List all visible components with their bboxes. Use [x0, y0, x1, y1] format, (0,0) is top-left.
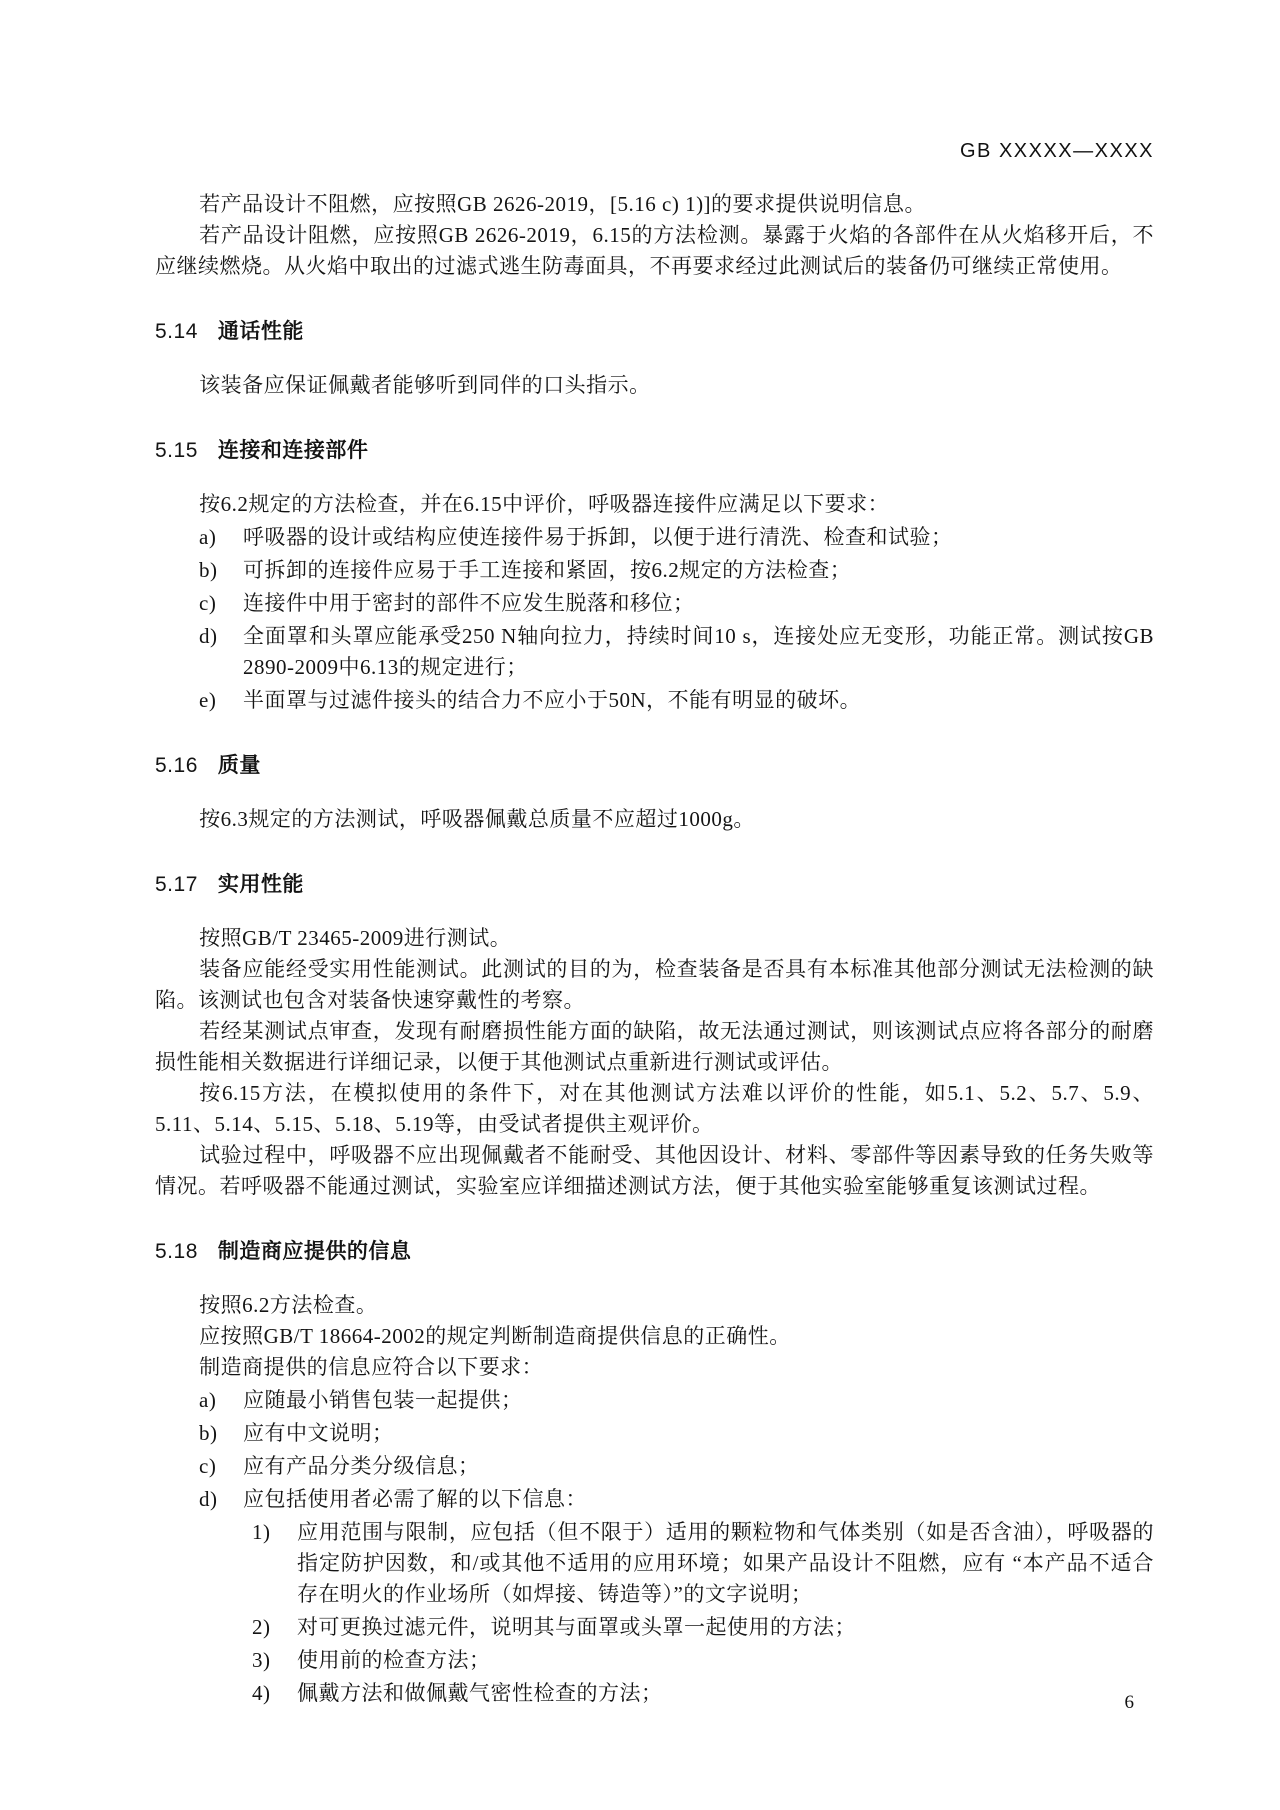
list-item-text: 全面罩和头罩应能承受250 N轴向拉力，持续时间10 s，连接处应无变形，功能正常。测试按GB 2890-2009中6.13的规定进行； [243, 624, 1154, 679]
list-item-label: d) [199, 1487, 218, 1511]
list-item [155, 1385, 1154, 1416]
sub-list-item [155, 1645, 1154, 1676]
list-item-label: b) [199, 1421, 218, 1445]
sub-list-item-label: 4) [252, 1681, 271, 1705]
sub-list-item-label: 3) [252, 1648, 271, 1672]
section-heading [155, 434, 1154, 464]
list-item [155, 1451, 1154, 1482]
paragraph: 制造商提供的信息应符合以下要求： [199, 1355, 544, 1379]
list-item-text: 半面罩与过滤件接头的结合力不应小于50N，不能有明显的破坏。 [243, 688, 862, 712]
list-item-text: 呼吸器的设计或结构应使连接件易于拆卸，以便于进行清洗、检查和试验； [243, 525, 953, 549]
sub-list-item-text: 使用前的检查方法； [297, 1648, 491, 1672]
list-item-text: 可拆卸的连接件应易于手工连接和紧固，按6.2规定的方法检查； [243, 558, 852, 582]
list-item-text: 应随最小销售包装一起提供； [243, 1388, 523, 1412]
list-item [155, 685, 1154, 716]
content [155, 189, 1154, 1709]
paragraph: 试验过程中，呼吸器不应出现佩戴者不能耐受、其他因设计、材料、零部件等因素导致的任务失败等情况。若呼吸器不能通过测试，实验室应详细描述测试方法，便于其他实验室能够重复该测试过程。 [155, 1143, 1154, 1198]
list-item-label: b) [199, 558, 218, 582]
sub-list-item-text: 佩戴方法和做佩戴气密性检查的方法； [297, 1681, 663, 1705]
page-header [155, 140, 1154, 163]
section-title: 连接和连接部件 [217, 439, 369, 462]
sub-list-item [155, 1517, 1154, 1610]
paragraph: 按照6.2方法检查。 [199, 1293, 378, 1317]
list-item-label: e) [199, 688, 217, 712]
page-number: 6 [1124, 1692, 1134, 1713]
list-item [155, 555, 1154, 586]
paragraph: 按6.2规定的方法检查，并在6.15中评价，呼吸器连接件应满足以下要求： [199, 492, 890, 516]
section-title: 质量 [217, 754, 261, 777]
sub-list-item-text: 应用范围与限制，应包括（但不限于）适用的颗粒物和气体类别（如是否含油），呼吸器的指定防护因数，和/或其他不适用的应用环境；如果产品设计不阻燃，应有 “本产品不适合存在明火的作业场所（如焊接、铸造等）”的文字说明； [297, 1520, 1154, 1606]
section-title: 制造商应提供的信息 [217, 1240, 412, 1263]
section-number: 5.15 [155, 439, 198, 462]
section-number: 5.17 [155, 873, 198, 896]
paragraph: 按6.3规定的方法测试，呼吸器佩戴总质量不应超过1000g。 [199, 807, 755, 831]
section-heading [155, 749, 1154, 779]
list-item-text: 应包括使用者必需了解的以下信息： [243, 1487, 587, 1511]
list-item-label: c) [199, 591, 217, 615]
section-heading [155, 868, 1154, 898]
list-item-text: 应有产品分类分级信息； [243, 1454, 480, 1478]
list-item [155, 1418, 1154, 1449]
list-item-label: c) [199, 1454, 217, 1478]
sub-list-item-label: 1) [252, 1520, 271, 1544]
list-item-label: a) [199, 525, 217, 549]
section-heading [155, 315, 1154, 345]
list-item [155, 522, 1154, 553]
standard-code: GB XXXXX—XXXX [959, 140, 1154, 162]
paragraph: 装备应能经受实用性能测试。此测试的目的为，检查装备是否具有本标准其他部分测试无法检测的缺陷。该测试也包含对装备快速穿戴性的考察。 [155, 957, 1154, 1012]
section-number: 5.18 [155, 1240, 198, 1263]
paragraph: 应按照GB/T 18664-2002的规定判断制造商提供信息的正确性。 [199, 1324, 791, 1348]
paragraph: 该装备应保证佩戴者能够听到同伴的口头指示。 [199, 373, 651, 397]
sub-list-item [155, 1612, 1154, 1643]
paragraph: 若产品设计不阻燃，应按照GB 2626-2019，[5.16 c) 1)]的要求提供说明信息。 [199, 192, 927, 216]
list-item [155, 621, 1154, 683]
sub-list-item-label: 2) [252, 1615, 271, 1639]
list-item [155, 1484, 1154, 1515]
section-number: 5.14 [155, 320, 198, 343]
paragraph: 按6.15方法，在模拟使用的条件下，对在其他测试方法难以评价的性能，如5.1、5.2、5.7、5.9、5.11、5.14、5.15、5.18、5.19等，由受试者提供主观评价。 [155, 1081, 1154, 1136]
list-item-label: d) [199, 624, 218, 648]
paragraph: 若产品设计阻燃，应按照GB 2626-2019，6.15的方法检测。暴露于火焰的各部件在从火焰移开后，不应继续燃烧。从火焰中取出的过滤式逃生防毒面具，不再要求经过此测试后的装备仍可继续正常使用。 [155, 223, 1154, 278]
paragraph: 若经某测试点审查，发现有耐磨损性能方面的缺陷，故无法通过测试，则该测试点应将各部分的耐磨损性能相关数据进行详细记录，以便于其他测试点重新进行测试或评估。 [155, 1019, 1154, 1074]
list-item-text: 应有中文说明； [243, 1421, 394, 1445]
sub-list-item-text: 对可更换过滤元件，说明其与面罩或头罩一起使用的方法； [297, 1615, 856, 1639]
section-number: 5.16 [155, 754, 198, 777]
list-item-text: 连接件中用于密封的部件不应发生脱落和移位； [243, 591, 695, 615]
section-heading [155, 1235, 1154, 1265]
section-title: 实用性能 [217, 873, 304, 896]
list-item [155, 588, 1154, 619]
paragraph: 按照GB/T 23465-2009进行测试。 [199, 926, 512, 950]
document-body [155, 140, 1154, 1711]
list-item-label: a) [199, 1388, 217, 1412]
section-title: 通话性能 [217, 320, 304, 343]
sub-list-item [155, 1678, 1154, 1709]
